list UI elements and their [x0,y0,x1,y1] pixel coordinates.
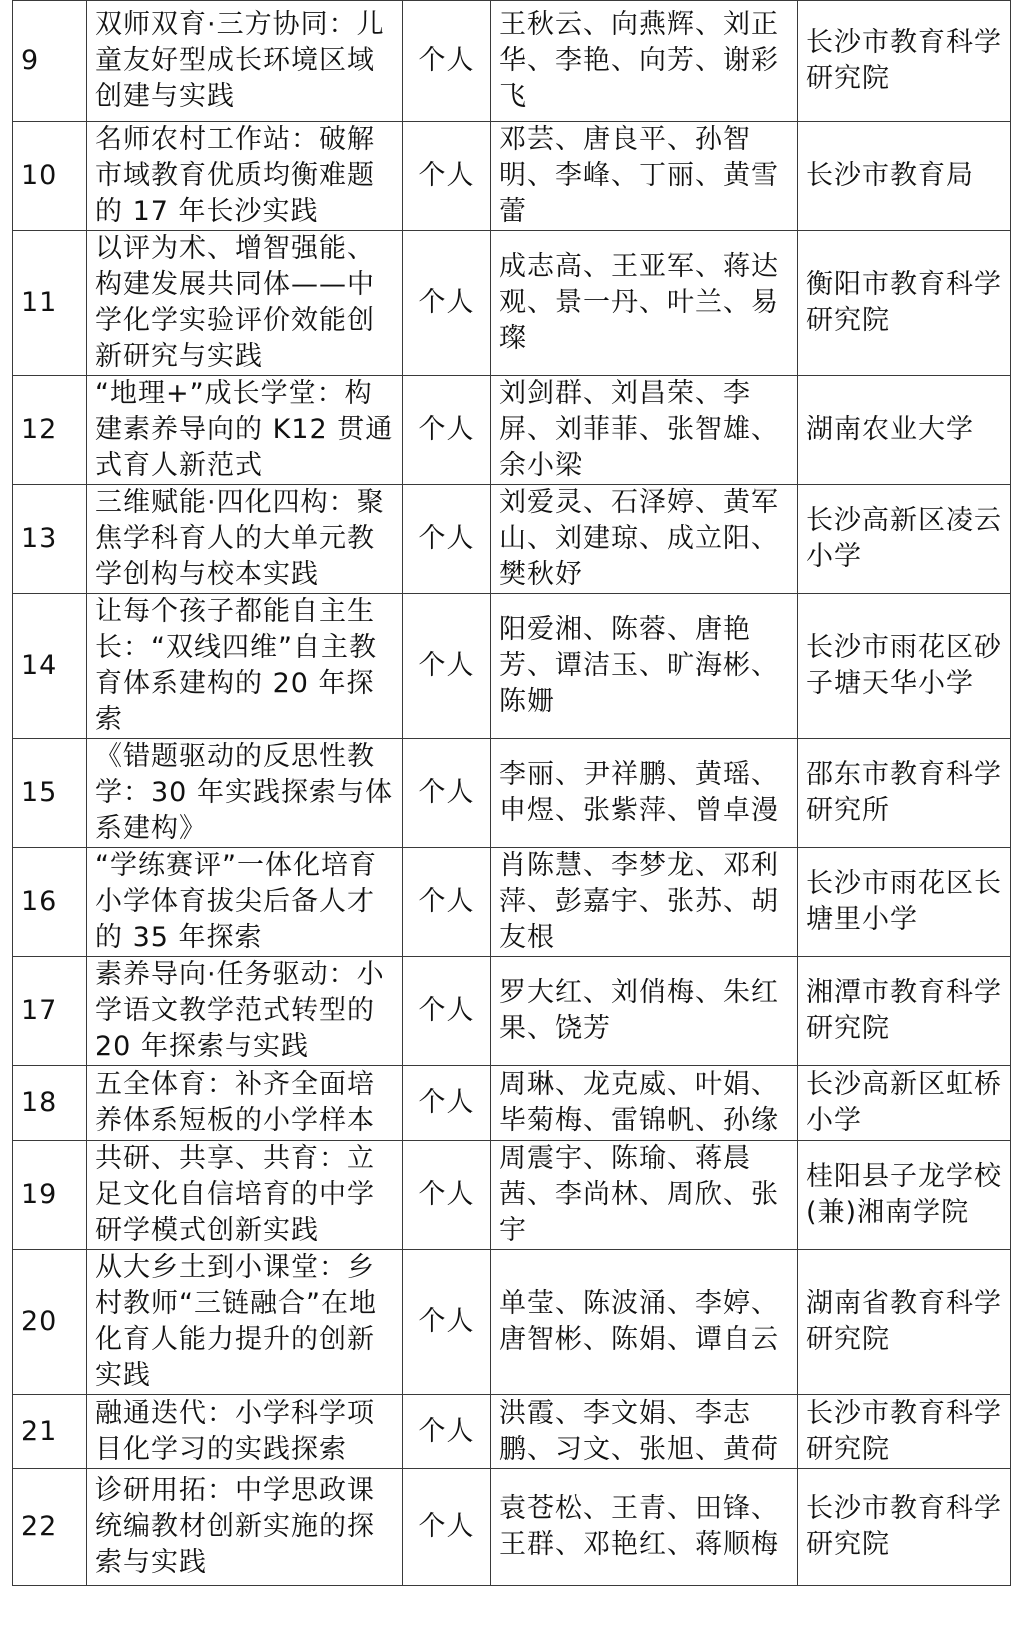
organization: 湖南农业大学 [798,376,1011,485]
table-row [13,1250,1011,1395]
team-members: 李丽、尹祥鹏、黄瑶、申煜、张紫萍、曾卓漫 [491,739,798,848]
table-row [13,231,1011,376]
project-title: 让每个孩子都能自主生长：“双线四维”自主教育体系建构的 20 年探索 [87,594,403,739]
awards-table-body [13,1,1011,1586]
applicant-type: 个人 [403,1141,491,1250]
project-title: 三维赋能·四化四构：聚焦学科育人的大单元教学创构与校本实践 [87,485,403,594]
team-members: 洪霞、李文娟、李志鹏、习文、张旭、黄荷 [491,1395,798,1469]
project-title: “地理+”成长学堂：构建素养导向的 K12 贯通式育人新范式 [87,376,403,485]
team-members: 单莹、陈波涌、李婷、唐智彬、陈娟、谭自云 [491,1250,798,1395]
row-number: 16 [13,848,87,957]
applicant-type: 个人 [403,1469,491,1586]
row-number: 19 [13,1141,87,1250]
row-number: 17 [13,957,87,1066]
table-row [13,594,1011,739]
project-title: 五全体育：补齐全面培养体系短板的小学样本 [87,1066,403,1141]
applicant-type: 个人 [403,1250,491,1395]
project-title: 融通迭代：小学科学项目化学习的实践探索 [87,1395,403,1469]
table-row [13,1141,1011,1250]
applicant-type: 个人 [403,957,491,1066]
organization: 长沙市教育局 [798,122,1011,231]
table-row [13,848,1011,957]
project-title: 素养导向·任务驱动：小学语文教学范式转型的 20 年探索与实践 [87,957,403,1066]
team-members: 阳爱湘、陈蓉、唐艳芳、谭洁玉、旷海彬、陈姗 [491,594,798,739]
organization: 长沙市雨花区砂子塘天华小学 [798,594,1011,739]
table-row [13,1469,1011,1586]
project-title: 《错题驱动的反思性教学：30 年实践探索与体系建构》 [87,739,403,848]
project-title: 双师双育·三方协同：儿童友好型成长环境区域创建与实践 [87,1,403,122]
table-row [13,1066,1011,1141]
table-row [13,1395,1011,1469]
applicant-type: 个人 [403,1,491,122]
table-row [13,376,1011,485]
row-number: 9 [13,1,87,122]
table-row [13,1,1011,122]
project-title: 从大乡土到小课堂：乡村教师“三链融合”在地化育人能力提升的创新实践 [87,1250,403,1395]
team-members: 罗大红、刘俏梅、朱红果、饶芳 [491,957,798,1066]
row-number: 20 [13,1250,87,1395]
team-members: 王秋云、向燕辉、刘正华、李艳、向芳、谢彩飞 [491,1,798,122]
organization: 长沙市教育科学研究院 [798,1469,1011,1586]
organization: 长沙高新区凌云小学 [798,485,1011,594]
row-number: 14 [13,594,87,739]
applicant-type: 个人 [403,1066,491,1141]
applicant-type: 个人 [403,594,491,739]
organization: 湘潭市教育科学研究院 [798,957,1011,1066]
project-title: 以评为术、增智强能、构建发展共同体——中学化学实验评价效能创新研究与实践 [87,231,403,376]
team-members: 袁苍松、王青、田锋、王群、邓艳红、蒋顺梅 [491,1469,798,1586]
organization: 湖南省教育科学研究院 [798,1250,1011,1395]
row-number: 13 [13,485,87,594]
team-members: 周震宇、陈瑜、蒋晨茜、李尚林、周欣、张宇 [491,1141,798,1250]
team-members: 邓芸、唐良平、孙智明、李峰、丁丽、黄雪蕾 [491,122,798,231]
organization: 长沙高新区虹桥小学 [798,1066,1011,1141]
row-number: 11 [13,231,87,376]
row-number: 10 [13,122,87,231]
applicant-type: 个人 [403,848,491,957]
organization: 长沙市教育科学研究院 [798,1395,1011,1469]
applicant-type: 个人 [403,231,491,376]
project-title: 共研、共享、共育：立足文化自信培育的中学研学模式创新实践 [87,1141,403,1250]
team-members: 刘剑群、刘昌荣、李屏、刘菲菲、张智雄、余小梁 [491,376,798,485]
project-title: 诊研用拓：中学思政课统编教材创新实施的探索与实践 [87,1469,403,1586]
awards-table [12,0,1011,1586]
project-title: “学练赛评”一体化培育小学体育拔尖后备人才的 35 年探索 [87,848,403,957]
row-number: 15 [13,739,87,848]
table-row [13,122,1011,231]
organization: 长沙市雨花区长塘里小学 [798,848,1011,957]
row-number: 22 [13,1469,87,1586]
project-title: 名师农村工作站：破解市域教育优质均衡难题的 17 年长沙实践 [87,122,403,231]
organization: 邵东市教育科学研究所 [798,739,1011,848]
team-members: 刘爱灵、石泽婷、黄军山、刘建琼、成立阳、樊秋妤 [491,485,798,594]
organization: 衡阳市教育科学研究院 [798,231,1011,376]
table-row [13,485,1011,594]
applicant-type: 个人 [403,1395,491,1469]
applicant-type: 个人 [403,376,491,485]
applicant-type: 个人 [403,485,491,594]
team-members: 周琳、龙克威、叶娟、毕菊梅、雷锦帆、孙缘 [491,1066,798,1141]
applicant-type: 个人 [403,122,491,231]
table-row [13,957,1011,1066]
organization: 长沙市教育科学研究院 [798,1,1011,122]
applicant-type: 个人 [403,739,491,848]
row-number: 12 [13,376,87,485]
team-members: 成志高、王亚军、蒋达观、景一丹、叶兰、易璨 [491,231,798,376]
row-number: 21 [13,1395,87,1469]
organization: 桂阳县子龙学校(兼)湘南学院 [798,1141,1011,1250]
row-number: 18 [13,1066,87,1141]
team-members: 肖陈慧、李梦龙、邓利萍、彭嘉宇、张苏、胡友根 [491,848,798,957]
table-row [13,739,1011,848]
